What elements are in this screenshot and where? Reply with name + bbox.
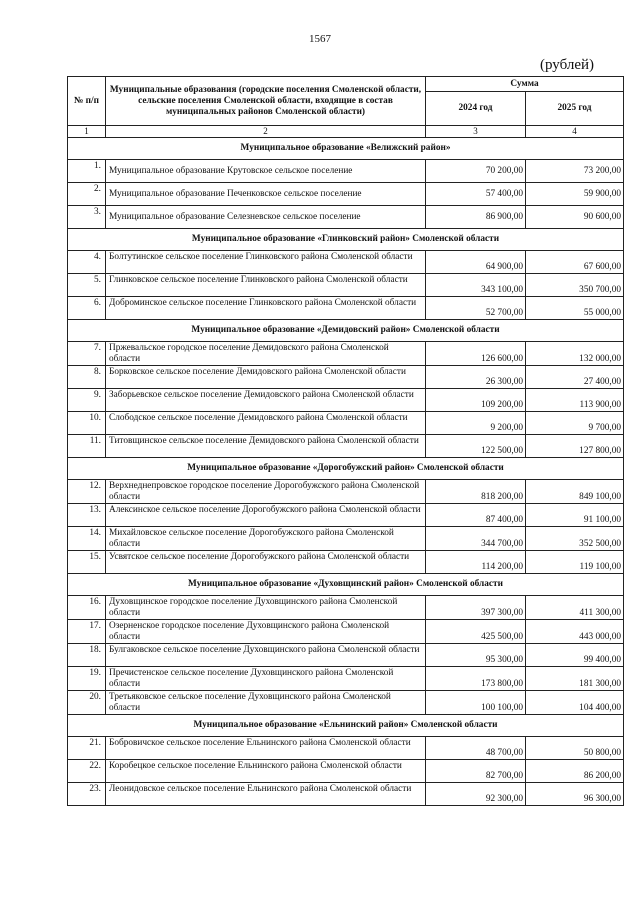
table-row — [68, 620, 624, 644]
row-number: 8. — [68, 366, 106, 389]
row-number: 12. — [68, 480, 106, 504]
municipality-name: Глинковское сельское поселение Глинковского района Смоленской области — [106, 274, 426, 297]
amount-2024: 126 600,00 — [426, 342, 526, 366]
table-row — [68, 297, 624, 320]
amount-2024: 109 200,00 — [426, 389, 526, 412]
table-row — [68, 183, 624, 206]
row-number: 1. — [68, 160, 106, 183]
municipality-name: Муниципальное образование Селезневское сельское поселение — [106, 206, 426, 229]
row-number: 5. — [68, 274, 106, 297]
amount-2024: 425 500,00 — [426, 620, 526, 644]
header-year-2024: 2024 год — [426, 92, 526, 126]
row-number: 23. — [68, 783, 106, 806]
group-header-row — [68, 138, 624, 160]
amount-2024: 344 700,00 — [426, 527, 526, 551]
amount-2024: 92 300,00 — [426, 783, 526, 806]
group-title: Муниципальное образование «Ельнинский район» Смоленской области — [68, 715, 624, 737]
municipality-name: Леонидовское сельское поселение Ельнинского района Смоленской области — [106, 783, 426, 806]
row-number: 19. — [68, 667, 106, 691]
amount-2025: 59 900,00 — [526, 183, 624, 206]
municipality-name: Доброминское сельское поселение Глинковского района Смоленской области — [106, 297, 426, 320]
table-row — [68, 206, 624, 229]
group-header-row — [68, 458, 624, 480]
row-number: 17. — [68, 620, 106, 644]
column-index-2: 2 — [106, 126, 426, 138]
amount-2024: 26 300,00 — [426, 366, 526, 389]
amount-2025: 99 400,00 — [526, 644, 624, 667]
amount-2025: 67 600,00 — [526, 251, 624, 274]
table-row — [68, 251, 624, 274]
amount-2025: 132 000,00 — [526, 342, 624, 366]
group-title: Муниципальное образование «Глинковский район» Смоленской области — [68, 229, 624, 251]
group-title: Муниципальное образование «Дорогобужский район» Смоленской области — [68, 458, 624, 480]
group-header-row — [68, 715, 624, 737]
table-row — [68, 160, 624, 183]
amount-2025: 119 100,00 — [526, 551, 624, 574]
amount-2024: 86 900,00 — [426, 206, 526, 229]
table-row — [68, 760, 624, 783]
table-row — [68, 644, 624, 667]
group-header-row — [68, 320, 624, 342]
table-row — [68, 389, 624, 412]
table-row — [68, 691, 624, 715]
amount-2024: 95 300,00 — [426, 644, 526, 667]
group-title: Муниципальное образование «Духовщинский район» Смоленской области — [68, 574, 624, 596]
amount-2024: 52 700,00 — [426, 297, 526, 320]
group-header-row — [68, 574, 624, 596]
amount-2024: 70 200,00 — [426, 160, 526, 183]
amount-2024: 122 500,00 — [426, 435, 526, 458]
row-number: 7. — [68, 342, 106, 366]
table-row — [68, 480, 624, 504]
row-number: 13. — [68, 504, 106, 527]
amount-2024: 9 200,00 — [426, 412, 526, 435]
table-body — [68, 138, 624, 806]
table-row — [68, 737, 624, 760]
amount-2024: 64 900,00 — [426, 251, 526, 274]
row-number: 11. — [68, 435, 106, 458]
municipality-name: Духовщинское городское поселение Духовщинского района Смоленской области — [106, 596, 426, 620]
row-number: 6. — [68, 297, 106, 320]
header-municipality: Муниципальные образования (городские поселения Смоленской области, сельские поселения Смоленской области, входящие в состав муниципальных районов Смоленской области) — [106, 77, 426, 126]
column-index-3: 3 — [426, 126, 526, 138]
row-number: 4. — [68, 251, 106, 274]
header-number: № п/п — [68, 77, 106, 126]
group-title: Муниципальное образование «Демидовский район» Смоленской области — [68, 320, 624, 342]
amount-2024: 173 800,00 — [426, 667, 526, 691]
amount-2025: 91 100,00 — [526, 504, 624, 527]
amount-2025: 443 000,00 — [526, 620, 624, 644]
amount-2025: 55 000,00 — [526, 297, 624, 320]
amount-2025: 9 700,00 — [526, 412, 624, 435]
page-number: 1567 — [309, 33, 331, 45]
unit-note: (рублей) — [540, 57, 595, 73]
table-row — [68, 783, 624, 806]
table-row — [68, 274, 624, 297]
header-year-2025: 2025 год — [526, 92, 624, 126]
municipality-name: Муниципальное образование Печенковское сельское поселение — [106, 183, 426, 206]
amount-2024: 343 100,00 — [426, 274, 526, 297]
municipality-name: Муниципальное образование Крутовское сельское поселение — [106, 160, 426, 183]
row-number: 3. — [68, 206, 106, 229]
municipality-name: Коробецкое сельское поселение Ельнинского района Смоленской области — [106, 760, 426, 783]
row-number: 18. — [68, 644, 106, 667]
amount-2025: 113 900,00 — [526, 389, 624, 412]
amount-2025: 90 600,00 — [526, 206, 624, 229]
municipality-name: Булгаковское сельское поселение Духовщинского района Смоленской области — [106, 644, 426, 667]
municipality-name: Озерненское городское поселение Духовщинского района Смоленской области — [106, 620, 426, 644]
municipality-name: Слободское сельское поселение Демидовского района Смоленской области — [106, 412, 426, 435]
table-row — [68, 596, 624, 620]
amount-2024: 114 200,00 — [426, 551, 526, 574]
municipality-name: Третьяковское сельское поселение Духовщинского района Смоленской области — [106, 691, 426, 715]
amount-2025: 96 300,00 — [526, 783, 624, 806]
row-number: 14. — [68, 527, 106, 551]
amount-2025: 86 200,00 — [526, 760, 624, 783]
amount-2025: 350 700,00 — [526, 274, 624, 297]
group-title: Муниципальное образование «Велижский район» — [68, 138, 624, 160]
municipality-name: Борковское сельское поселение Демидовского района Смоленской области — [106, 366, 426, 389]
header-sum: Сумма — [426, 77, 624, 92]
table-row — [68, 667, 624, 691]
municipality-name: Пречистенское сельское поселение Духовщинского района Смоленской области — [106, 667, 426, 691]
table-row — [68, 527, 624, 551]
amount-2024: 397 300,00 — [426, 596, 526, 620]
table-row — [68, 504, 624, 527]
row-number: 2. — [68, 183, 106, 206]
municipality-name: Заборьевское сельское поселение Демидовского района Смоленской области — [106, 389, 426, 412]
row-number: 20. — [68, 691, 106, 715]
table-row — [68, 366, 624, 389]
amount-2024: 87 400,00 — [426, 504, 526, 527]
amount-2025: 352 500,00 — [526, 527, 624, 551]
amount-2025: 181 300,00 — [526, 667, 624, 691]
row-number: 9. — [68, 389, 106, 412]
table-row — [68, 342, 624, 366]
table-row — [68, 412, 624, 435]
group-header-row — [68, 229, 624, 251]
amount-2025: 104 400,00 — [526, 691, 624, 715]
municipality-name: Бобровичское сельское поселение Ельнинского района Смоленской области — [106, 737, 426, 760]
column-index-1: 1 — [68, 126, 106, 138]
row-number: 21. — [68, 737, 106, 760]
row-number: 22. — [68, 760, 106, 783]
amount-2025: 411 300,00 — [526, 596, 624, 620]
amount-2024: 818 200,00 — [426, 480, 526, 504]
municipality-name: Усвятское сельское поселение Дорогобужского района Смоленской области — [106, 551, 426, 574]
subsidy-table — [67, 76, 624, 806]
amount-2024: 82 700,00 — [426, 760, 526, 783]
table-row — [68, 435, 624, 458]
column-index-4: 4 — [526, 126, 624, 138]
row-number: 16. — [68, 596, 106, 620]
municipality-name: Михайловское сельское поселение Дорогобужского района Смоленской области — [106, 527, 426, 551]
amount-2025: 27 400,00 — [526, 366, 624, 389]
table-row — [68, 551, 624, 574]
amount-2025: 849 100,00 — [526, 480, 624, 504]
amount-2025: 73 200,00 — [526, 160, 624, 183]
municipality-name: Болтутинское сельское поселение Глинковского района Смоленской области — [106, 251, 426, 274]
row-number: 15. — [68, 551, 106, 574]
row-number: 10. — [68, 412, 106, 435]
amount-2024: 48 700,00 — [426, 737, 526, 760]
amount-2024: 57 400,00 — [426, 183, 526, 206]
municipality-name: Алексинское сельское поселение Дорогобужского района Смоленской области — [106, 504, 426, 527]
amount-2025: 127 800,00 — [526, 435, 624, 458]
amount-2025: 50 800,00 — [526, 737, 624, 760]
municipality-name: Верхнеднепровское городское поселение Дорогобужского района Смоленской области — [106, 480, 426, 504]
amount-2024: 100 100,00 — [426, 691, 526, 715]
municipality-name: Пржевальское городское поселение Демидовского района Смоленской области — [106, 342, 426, 366]
municipality-name: Титовщинское сельское поселение Демидовского района Смоленской области — [106, 435, 426, 458]
